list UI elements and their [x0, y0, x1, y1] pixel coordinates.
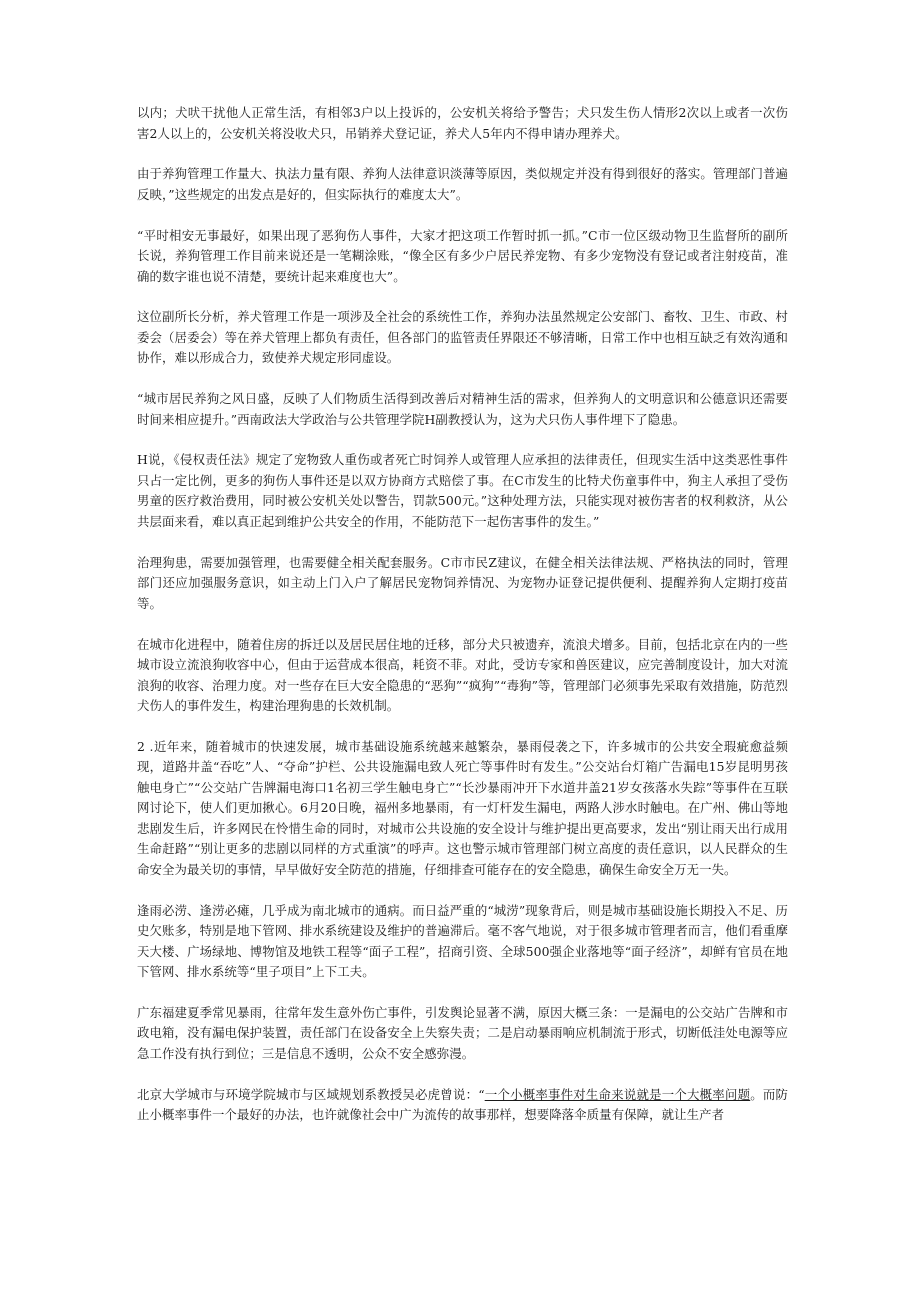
- underlined-quote: 一个小概率事件对生命来说就是一个大概率问题: [484, 1086, 751, 1102]
- paragraph-6: H说，《侵权责任法》规定了宠物致人重伤或者死亡时饲养人或管理人应承担的法律责任，但现实生活中这类恶性事件只占一定比例，更多的狗伤人事件还是以双方协商方式赔偿了事。在C市发生的比特犬伤童事件中，狗主人承担了受伤男童的医疗救治费用，同时被公安机关处以警告，罚款500元。”这种处理方法，只能实现对被伤害者的权利救济，从公共层面来看，难以真正起到维护公共安全的作用，不能防范下一起伤害事件的发生。”: [137, 452, 788, 529]
- paragraph-7: 治理狗患，需要加强管理，也需要健全相关配套服务。C市市民Z建议，在健全相关法律法规、严格执法的同时，管理部门还应加强服务意识，如主动上门入户了解居民宠物饲养情况、为宠物办证登记提供便利、提醒养狗人定期打疫苗等。: [137, 554, 788, 611]
- quote-intro: 北京大学城市与环境学院城市与区域规划系教授吴必虎曾说：“: [137, 1086, 485, 1102]
- paragraph-2: 由于养狗管理工作量大、执法力量有限、养狗人法律意识淡薄等原因，类似规定并没有得到很好的落实。管理部门普遍反映，”这些规定的出发点是好的，但实际执行的难度太大”。: [137, 166, 788, 202]
- document-body: [137, 103, 788, 1146]
- paragraph-1: 以内；犬吠干扰他人正常生活，有相邻3户以上投诉的，公安机关将给予警告；犬只发生伤人情形2次以上或者一次伤害2人以上的，公安机关将没收犬只，吊销养犬登记证，养犬人5年内不得申请办理养犬。: [137, 105, 788, 141]
- paragraph-11: 广东福建夏季常见暴雨，往常年发生意外伤亡事件，引发舆论显著不满，原因大概三条：一是漏电的公交站广告牌和市政电箱，没有漏电保护装置，责任部门在设备安全上失察失责；二是启动暴雨响应机制流于形式，切断低洼处电源等应急工作没有执行到位；三是信息不透明，公众不安全感弥漫。: [137, 1004, 788, 1061]
- paragraph-10: 逢雨必涝、逢涝必瘫，几乎成为南北城市的通病。而日益严重的“城涝”现象背后，则是城市基础设施长期投入不足、历史欠账多，特别是地下管网、排水系统建设及维护的普遍滞后。毫不客气地说，对于很多城市管理者而言，他们看重摩天大楼、广场绿地、博物馆及地铁工程等“面子工程”，招商引资、全球500强企业落地等“面子经济”，却鲜有官员在地下管网、排水系统等“里子项目”上下工夫。: [137, 902, 788, 980]
- paragraph-5: “城市居民养狗之风日盛，反映了人们物质生活得到改善后对精神生活的需求，但养狗人的文明意识和公德意识还需要时间来相应提升。”西南政法大学政治与公共管理学院H副教授认为，这为犬只伤人事件埋下了隐患。: [137, 391, 788, 427]
- paragraph-4: 这位副所长分析，养犬管理工作是一项涉及全社会的系统性工作，养狗办法虽然规定公安部门、畜牧、卫生、市政、村委会（居委会）等在养犬管理上都负有责任，但各部门的监管责任界限还不够清晰，日常工作中也相互缺乏有效沟通和协作，难以形成合力，致使养犬规定形同虚设。: [137, 309, 788, 366]
- quote-continuation: 。而防止小概率事件一个最好的办法，也许就像社会中广为流传的故事那样，想要降落伞质量有保障，就让生产者: [137, 1086, 788, 1123]
- paragraph-9: 2 .近年来，随着城市的快速发展，城市基础设施系统越来越繁杂，暴雨侵袭之下，许多城市的公共安全瑕疵愈益频现，道路井盖“吞吃”人、“夺命”护栏、公共设施漏电致人死亡等事件时有发生。”公交站台灯箱广告漏电15岁昆明男孩触电身亡”“公交站广告牌漏电海口1名初三学生触电身亡”“长沙暴雨冲开下水道井盖21岁女孩落水失踪”等事件在互联网讨论下，使人们更加揪心。6月20日晚，福州多地暴雨，有一灯杆发生漏电，两路人涉水时触电。在广州、佛山等地悲剧发生后，许多网民在怜惜生命的同时，对城市公共设施的安全设计与维护提出更高要求，发出“别让雨天出行成用生命赶路”“别让更多的悲剧以同样的方式重演”的呼声。这也警示城市管理部门树立高度的责任意识，以人民群众的生命安全为最关切的事情，早早做好安全防范的措施，仔细排查可能存在的安全隐患，确保生命安全万无一失。: [137, 738, 788, 877]
- paragraph-8: 在城市化进程中，随着住房的拆迁以及居民居住地的迁移，部分犬只被遗弃，流浪犬增多。目前，包括北京在内的一些城市设立流浪狗收容中心，但由于运营成本很高，耗资不菲。对此，受访专家和兽医建议，应完善制度设计，加大对流浪狗的收容、治理力度。对一些存在巨大安全隐患的“恶狗”“疯狗”“毒狗”等，管理部门必须事先采取有效措施，防范烈犬伤人的事件发生，构建治理狗患的长效机制。: [137, 636, 788, 714]
- paragraph-3: “平时相安无事最好，如果出现了恶狗伤人事件，大家才把这项工作暂时抓一抓。”C市一位区级动物卫生监督所的副所长说，养狗管理工作目前来说还是一笔糊涂账，“像全区有多少户居民养宠物、有多少宠物没有登记或者注射疫苗，准确的数字谁也说不清楚，要统计起来难度也大”。: [137, 227, 788, 284]
- paragraph-12: [137, 1085, 788, 1126]
